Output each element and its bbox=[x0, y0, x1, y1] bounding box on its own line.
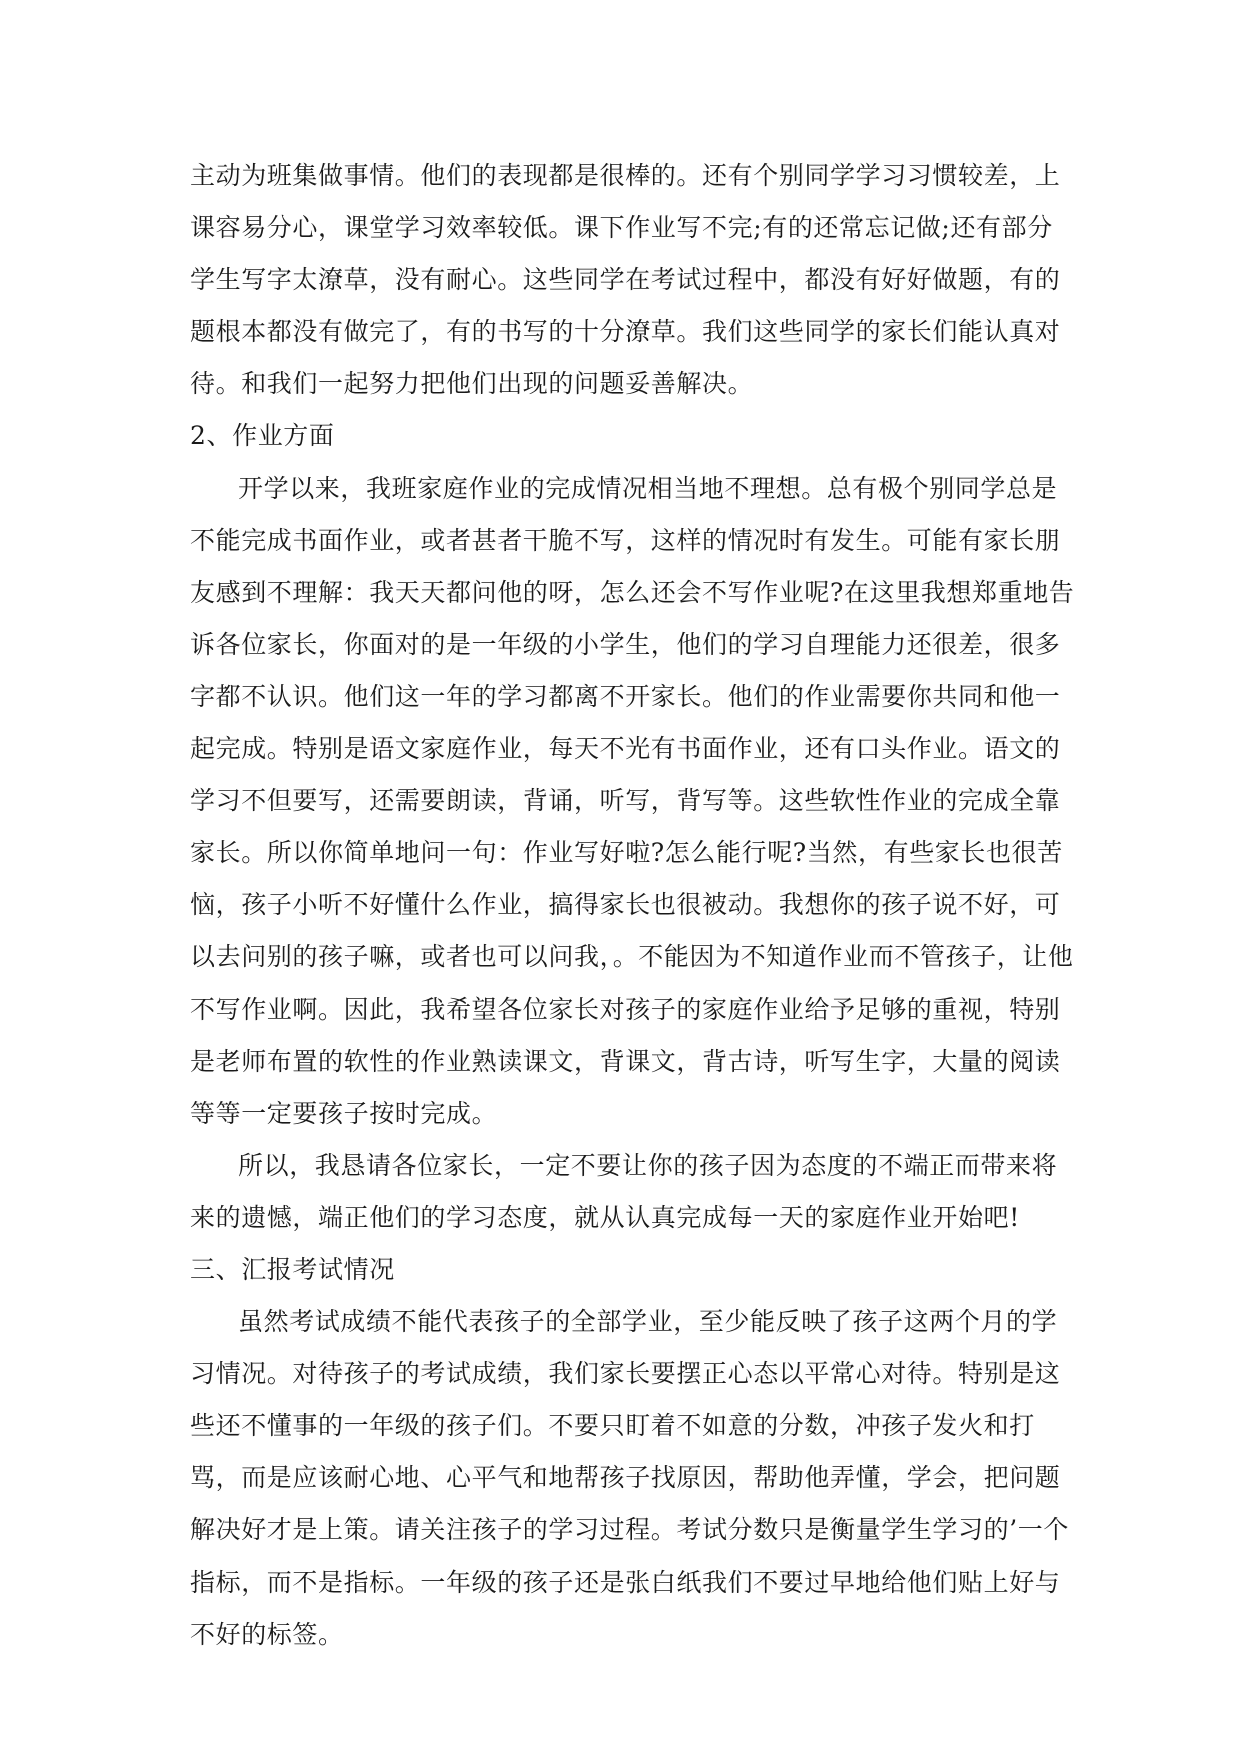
paragraph-exam-report bbox=[190, 1296, 1070, 1661]
text-line: 习情况。对待孩子的考试成绩，我们家长要摆正心态以平常心对待。特别是这 bbox=[190, 1359, 1061, 1389]
text-line: 字都不认识。他们这一年的学习都离不开家长。他们的作业需要你共同和他一 bbox=[190, 681, 1061, 711]
text-line: 恼，孩子小听不好懂什么作业，搞得家长也很被动。我想你的孩子说不好，可 bbox=[190, 890, 1061, 920]
section-heading-homework bbox=[190, 410, 1070, 462]
text-line: 以去问别的孩子嘛，或者也可以问我，。不能因为不知道作业而不管孩子，让他 bbox=[190, 942, 1074, 972]
text-line: 不好的标签。 bbox=[190, 1619, 344, 1649]
paragraph-student-habits bbox=[190, 150, 1070, 410]
text-line: 骂，而是应该耐心地、心平气和地帮孩子找原因，帮助他弄懂，学会，把问题 bbox=[190, 1463, 1061, 1493]
text-line: 家长。所以你简单地问一句：作业写好啦?怎么能行呢?当然，有些家长也很苦 bbox=[190, 838, 1063, 868]
text-line: 解决好才是上策。请关注孩子的学习过程。考试分数只是衡量学生学习的’一个 bbox=[190, 1515, 1069, 1545]
text-line: 诉各位家长，你面对的是一年级的小学生，他们的学习自理能力还很差，很多 bbox=[190, 629, 1061, 659]
heading-text: 三、汇报考试情况 bbox=[190, 1254, 395, 1284]
document-body bbox=[190, 150, 1075, 1661]
text-line: 待。和我们一起努力把他们出现的问题妥善解决。 bbox=[190, 369, 754, 399]
text-line: 学习不但要写，还需要朗读，背诵，听写，背写等。这些软性作业的完成全靠 bbox=[190, 786, 1061, 816]
text-line: 不写作业啊。因此，我希望各位家长对孩子的家庭作业给予足够的重视，特别 bbox=[190, 994, 1061, 1024]
text-line: 指标，而不是指标。一年级的孩子还是张白纸我们不要过早地给他们贴上好与 bbox=[190, 1567, 1061, 1597]
text-line: 不能完成书面作业，或者甚者干脆不写，这样的情况时有发生。可能有家长朋 bbox=[190, 525, 1061, 555]
text-line: 学生写字太潦草，没有耐心。这些同学在考试过程中，都没有好好做题，有的 bbox=[190, 265, 1061, 295]
text-line: 来的遗憾，端正他们的学习态度，就从认真完成每一天的家庭作业开始吧! bbox=[190, 1202, 1020, 1232]
text-line: 起完成。特别是语文家庭作业，每天不光有书面作业，还有口头作业。语文的 bbox=[190, 734, 1061, 764]
text-line: 友感到不理解：我天天都问他的呀，怎么还会不写作业呢?在这里我想郑重地告 bbox=[190, 577, 1075, 607]
text-line: 虽然考试成绩不能代表孩子的全部学业，至少能反映了孩子这两个月的学 bbox=[238, 1307, 1058, 1337]
text-line: 开学以来，我班家庭作业的完成情况相当地不理想。总有极个别同学总是 bbox=[238, 473, 1058, 503]
text-line: 等等一定要孩子按时完成。 bbox=[190, 1098, 498, 1128]
paragraph-appeal bbox=[190, 1140, 1070, 1244]
section-heading-exam-report bbox=[190, 1244, 1070, 1296]
paragraph-homework bbox=[190, 463, 1075, 1140]
heading-text: 2、作业方面 bbox=[190, 421, 335, 451]
text-line: 所以，我恳请各位家长，一定不要让你的孩子因为态度的不端正而带来将 bbox=[238, 1150, 1058, 1180]
text-line: 题根本都没有做完了，有的书写的十分潦草。我们这些同学的家长们能认真对 bbox=[190, 317, 1061, 347]
text-line: 是老师布置的软性的作业熟读课文，背课文，背古诗，听写生字，大量的阅读 bbox=[190, 1046, 1061, 1076]
text-line: 主动为班集做事情。他们的表现都是很棒的。还有个别同学学习习惯较差，上 bbox=[190, 161, 1061, 190]
text-line: 课容易分心，课堂学习效率较低。课下作业写不完;有的还常忘记做;还有部分 bbox=[190, 213, 1053, 243]
text-line: 些还不懂事的一年级的孩子们。不要只盯着不如意的分数，冲孩子发火和打 bbox=[190, 1411, 1035, 1441]
